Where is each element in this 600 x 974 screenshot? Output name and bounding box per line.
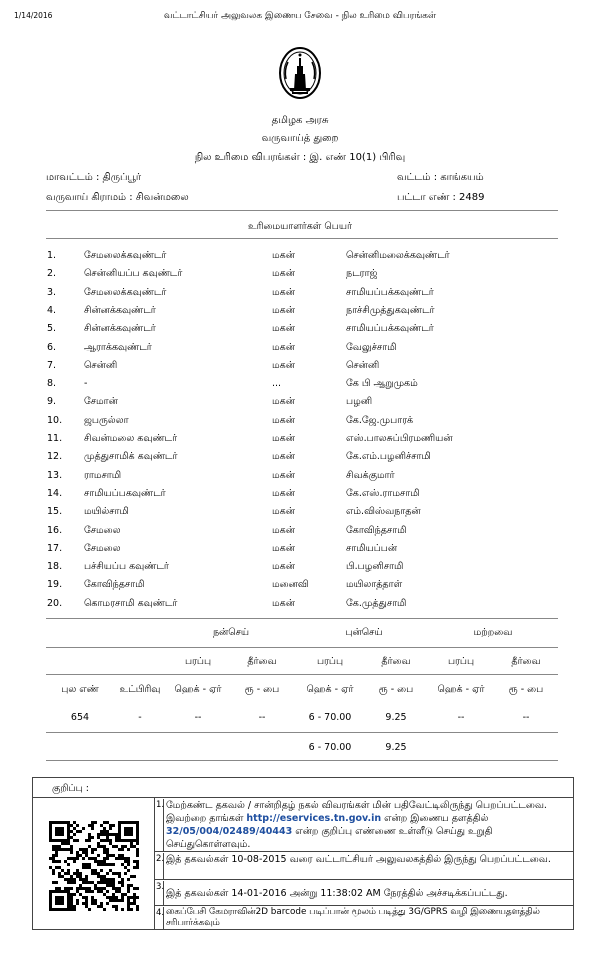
tn-emblem-icon — [278, 44, 322, 100]
note-text: கைப்பேசி கேமராவின்2D barcode படிப்பான் மூலம் படித்து 3G/GPRS வழி இணையதளத்தில் சரிபார்க்கவும் — [166, 907, 540, 928]
owner-relative-name: பி.பழனிசாமி — [346, 561, 404, 573]
owner-serial: 8. — [47, 378, 57, 390]
note-text-part: மேற்கண்ட தகவல் / சான்றிதழ் நகல் விவரங்கள் மின் பதிவேட்டிலிருந்து பெறப்பட்டவை. இவற்றை தாங்கள் — [166, 800, 547, 824]
owner-relative-name: கே.எம்.பழனிச்சாமி — [346, 451, 431, 463]
owner-name: சின்னக்கவுண்டர் — [84, 304, 156, 316]
owner-relation: மனைவி — [272, 579, 309, 591]
owners-heading: உரிமையாளர்கள் பெயர் — [248, 221, 352, 232]
note-number: 1. — [155, 799, 164, 852]
owner-serial: 5. — [47, 323, 57, 335]
owner-relation: மகன் — [272, 506, 295, 518]
sub-area: பரப்பு — [316, 656, 344, 667]
page-header-title: வட்டாட்சியர் அலுவலக இணைய சேவை - நில உரிமை விபரங்கள் — [163, 11, 437, 21]
col-survey-no: புல எண் — [61, 684, 99, 695]
owner-row — [0, 360, 600, 377]
owner-name: மயில்சாமி — [84, 506, 129, 518]
divider — [46, 210, 558, 211]
dept-title: வருவாய்த் துறை — [261, 133, 339, 144]
owner-relative-name: கே பி ஆறுமுகம் — [346, 378, 418, 390]
owner-relative-name: சாமியப்பக்கவுண்டர் — [346, 323, 434, 335]
doc-title: நில உரிமை விபரங்கள் : இ. எண் 10(1) பிரிவு — [194, 152, 406, 163]
owner-relative-name: சாமியப்பக்கவுண்டர் — [346, 286, 434, 298]
note-number: 2. — [155, 853, 164, 880]
govt-title: தமிழக அரசு — [271, 115, 329, 126]
owner-row — [0, 543, 600, 560]
divider — [46, 647, 558, 648]
owner-relation: ... — [272, 378, 282, 390]
owner-name: சேமலைக்கவுண்டர் — [84, 250, 167, 261]
owner-name: - — [84, 378, 88, 390]
qr-code-icon — [49, 821, 139, 911]
col-tax-unit: ரூ - பை — [378, 684, 414, 695]
owner-relation: மகன் — [272, 414, 295, 426]
owner-relation: மகன் — [272, 304, 295, 316]
owner-serial: 16. — [47, 524, 63, 536]
owner-serial: 17. — [47, 542, 63, 554]
owner-row — [0, 433, 600, 450]
owner-relation: மகன் — [272, 524, 295, 536]
owner-serial: 10. — [47, 414, 63, 426]
owner-name: முத்துசாமிக் கவுண்டர் — [84, 451, 178, 463]
owner-relation: மகன் — [272, 359, 295, 371]
col-area-unit: ஹெக் - ஏர் — [437, 684, 485, 695]
col-subdivision: உட்பிரிவு — [119, 684, 161, 695]
owner-row — [0, 415, 600, 432]
notes-header — [33, 778, 573, 798]
owner-name: ஆராக்கவுண்டர் — [84, 341, 152, 353]
col-tax-unit: ரூ - பை — [244, 684, 280, 695]
note-item — [155, 798, 573, 852]
cell-subdivision: - — [138, 712, 142, 723]
owner-name: ஜபருல்லா — [84, 414, 129, 426]
divider — [46, 238, 558, 239]
owner-row — [0, 396, 600, 413]
owner-row — [0, 250, 600, 267]
owner-name: கொமரசாமி கவுண்டர் — [84, 597, 178, 609]
owner-row — [0, 561, 600, 578]
patta-number: பட்டா எண் : 2489 — [397, 192, 485, 203]
owner-relative-name: வேலுச்சாமி — [346, 341, 397, 353]
owner-relation: மகன் — [272, 542, 295, 554]
owner-name: சேமலை — [84, 524, 121, 536]
owner-relation: மகன் — [272, 487, 295, 499]
group-header-other: மற்றவை — [473, 627, 513, 638]
owner-relative-name: பழனி — [346, 396, 373, 408]
group-header-wet: நன்செய் — [212, 627, 250, 638]
note-item — [155, 852, 573, 880]
owner-relation: மகன் — [272, 268, 295, 280]
note-number: 4. — [155, 907, 164, 930]
print-date: 1/14/2016 — [14, 11, 53, 20]
owner-relative-name: மயிலாத்தாள் — [346, 579, 403, 591]
owner-serial: 14. — [47, 487, 63, 499]
owner-name: சேமலை — [84, 542, 121, 554]
owner-row — [0, 323, 600, 340]
owner-name: சின்னக்கவுண்டர் — [84, 323, 156, 335]
owner-serial: 9. — [47, 396, 57, 408]
note-text-part: என்ற இணைய தளத்தில் — [381, 813, 489, 824]
owner-name: சேமலைக்கவுண்டர் — [84, 286, 167, 298]
owner-row — [0, 378, 600, 395]
group-header-dry: புன்செய் — [345, 627, 383, 638]
owner-name: சிவன்மலை கவுண்டர் — [84, 433, 178, 444]
note-item — [155, 880, 573, 906]
cell-other-tax: -- — [522, 712, 530, 723]
owner-relative-name: கே.ஜே.முபாரக் — [346, 414, 414, 426]
owner-relation: மகன் — [272, 323, 295, 335]
owner-serial: 7. — [47, 359, 57, 371]
owner-row — [0, 579, 600, 596]
owner-serial: 20. — [47, 597, 63, 609]
owner-relative-name: எஸ்.பாலசுப்பிரமணியன் — [346, 433, 453, 444]
verification-url-link[interactable]: http://eservices.tn.gov.in — [246, 813, 382, 824]
reference-number: 32/05/004/02489/40443 — [166, 826, 293, 837]
owner-row — [0, 598, 600, 615]
owner-relative-name: சாமியப்பன் — [346, 542, 398, 554]
cell-other-area: -- — [457, 712, 465, 723]
note-item — [155, 906, 573, 929]
owner-row — [0, 470, 600, 487]
sub-tax: தீர்வை — [381, 656, 411, 667]
owner-row — [0, 488, 600, 505]
owner-serial: 11. — [47, 433, 63, 444]
owner-serial: 4. — [47, 304, 57, 316]
owner-serial: 2. — [47, 268, 57, 280]
owner-relative-name: கே.எஸ்.ராமசாமி — [346, 487, 420, 499]
note-number: 3. — [155, 881, 164, 906]
cell-dry-area: 6 - 70.00 — [308, 712, 352, 723]
cell-wet-tax: -- — [258, 712, 266, 723]
owner-relative-name: நாச்சிமுத்துகவுண்டர் — [346, 304, 435, 316]
sub-area: பரப்பு — [447, 656, 475, 667]
owner-relative-name: எம்.விஸ்வநாதன் — [346, 506, 421, 518]
total-dry-area: 6 - 70.00 — [308, 742, 352, 753]
note-text-part: என்ற குறிப்பு எண்ணை உள்ளீடு செய்து உறுதி செய்துகொள்ளவும். — [166, 826, 493, 850]
owner-serial: 6. — [47, 341, 57, 353]
owner-relation: மகன் — [272, 341, 295, 353]
owner-relation: மகன் — [272, 286, 295, 298]
owner-name: சாமியப்பகவுண்டர் — [84, 487, 166, 499]
total-dry-tax: 9.25 — [385, 742, 407, 753]
owner-name: சென்னியப்ப கவுண்டர் — [84, 268, 183, 280]
owner-row — [0, 451, 600, 468]
owner-name: ராமசாமி — [84, 469, 122, 481]
owner-serial: 3. — [47, 286, 57, 298]
taluk-label: வட்டம் : காங்கயம் — [397, 172, 484, 183]
divider — [46, 760, 558, 761]
village-label: வருவாய் கிராமம் : சிவன்மலை — [46, 192, 189, 203]
owner-row — [0, 506, 600, 523]
sub-tax: தீர்வை — [247, 656, 277, 667]
note-text — [166, 799, 569, 851]
owner-row — [0, 287, 600, 304]
owner-row — [0, 305, 600, 322]
owner-name: சென்னி — [84, 359, 118, 371]
owner-relation: மகன் — [272, 597, 295, 609]
owner-serial: 13. — [47, 469, 63, 481]
divider — [46, 674, 558, 675]
sub-area: பரப்பு — [184, 656, 212, 667]
owner-row — [0, 342, 600, 359]
col-tax-unit: ரூ - பை — [508, 684, 544, 695]
owner-serial: 18. — [47, 561, 63, 573]
owner-relation: மகன் — [272, 433, 295, 444]
owner-serial: 1. — [47, 250, 57, 261]
cell-dry-tax: 9.25 — [385, 712, 407, 723]
owner-relation: மகன் — [272, 561, 295, 573]
col-area-unit: ஹெக் - ஏர் — [174, 684, 222, 695]
owner-relation: மகன் — [272, 451, 295, 463]
owner-serial: 15. — [47, 506, 63, 518]
owner-serial: 12. — [47, 451, 63, 463]
owner-name: சேமான் — [84, 396, 118, 408]
divider — [46, 732, 558, 733]
owner-relation: மகன் — [272, 469, 295, 481]
col-area-unit: ஹெக் - ஏர் — [306, 684, 354, 695]
sub-tax: தீர்வை — [511, 656, 541, 667]
cell-survey-no: 654 — [70, 712, 90, 723]
owner-name: பச்சியப்ப கவுண்டர் — [84, 561, 169, 573]
cell-wet-area: -- — [194, 712, 202, 723]
owner-relation: மகன் — [272, 250, 295, 261]
owner-relative-name: கோவிந்தசாமி — [346, 524, 407, 536]
divider — [46, 618, 558, 619]
owner-relation: மகன் — [272, 396, 295, 408]
owner-relative-name: சென்னி — [346, 359, 380, 371]
notes-label: குறிப்பு : — [52, 783, 89, 794]
owner-relative-name: சிவக்குமார் — [346, 469, 395, 481]
note-text: இத் தகவல்கள் 10-08-2015 வரை வட்டாட்சியர் அலுவலகத்தில் இருந்து பெறப்பட்டவை. — [166, 854, 551, 865]
district-label: மாவட்டம் : திருப்பூர் — [46, 172, 142, 183]
owner-relative-name: கே.முத்துசாமி — [346, 597, 407, 609]
note-text: இத் தகவல்கள் 14-01-2016 அன்று 11:38:02 AM நேரத்தில் அச்சடிக்கப்பட்டது. — [166, 888, 508, 899]
owner-name: கோவிந்தசாமி — [84, 579, 145, 591]
owner-row — [0, 268, 600, 285]
owner-relative-name: நடராஜ் — [346, 268, 378, 280]
owner-serial: 19. — [47, 579, 63, 591]
owner-relative-name: சென்னிமலைக்கவுண்டர் — [346, 250, 450, 261]
owner-row — [0, 525, 600, 542]
